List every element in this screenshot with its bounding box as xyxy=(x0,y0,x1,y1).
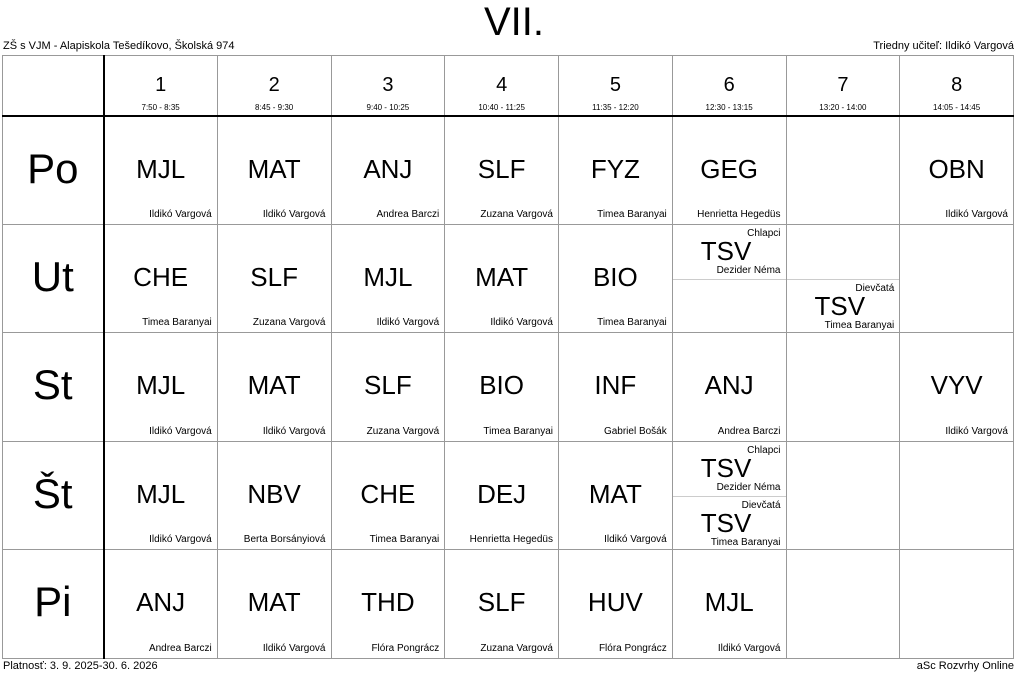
period-time: 11:35 - 12:20 xyxy=(592,103,639,112)
lesson-cell[interactable] xyxy=(104,333,218,442)
group-lesson-girls[interactable] xyxy=(787,279,900,334)
lesson-cell[interactable] xyxy=(331,441,445,550)
lesson-teacher: Gabriel Bošák xyxy=(603,425,667,437)
split-lesson-cell[interactable] xyxy=(786,224,900,333)
lesson-cell[interactable] xyxy=(672,333,786,442)
group-lesson-boys[interactable] xyxy=(673,225,786,279)
lesson-subject: DEJ xyxy=(477,478,527,509)
lesson-subject: MJL xyxy=(136,478,186,509)
lesson-teacher: Zuzana Vargová xyxy=(480,643,553,654)
lesson-subject: BIO xyxy=(479,370,525,401)
period-header xyxy=(445,56,559,116)
lesson-subject: MJL xyxy=(136,370,186,401)
group-label: Dievčatá xyxy=(855,282,895,294)
lesson-cell[interactable] xyxy=(445,333,559,442)
lesson-teacher: Ildikó Vargová xyxy=(717,643,781,654)
day-row-ut xyxy=(3,224,1014,333)
lesson-subject: TSV xyxy=(700,452,752,483)
lesson-teacher: Ildikó Vargová xyxy=(149,534,212,546)
lesson-subject: NBV xyxy=(247,478,301,509)
lesson-subject: TSV xyxy=(700,507,752,538)
day-label xyxy=(3,333,104,442)
corner-cell xyxy=(3,56,104,116)
empty-cell xyxy=(900,550,1014,659)
split-lesson-cell[interactable] xyxy=(672,224,786,333)
period-header-row xyxy=(3,56,1014,116)
group-label: Chlapci xyxy=(747,227,781,239)
lesson-cell[interactable] xyxy=(672,550,786,659)
lesson-subject: MJL xyxy=(704,587,754,618)
empty-cell xyxy=(900,441,1014,550)
group-lesson-girls[interactable] xyxy=(673,496,786,551)
period-header xyxy=(104,56,218,116)
lesson-subject: BIO xyxy=(592,261,638,292)
lesson-teacher: Ildikó Vargová xyxy=(149,208,212,220)
group-lesson-boys[interactable] xyxy=(673,442,786,496)
lesson-subject: MJL xyxy=(136,153,186,184)
lesson-cell[interactable] xyxy=(559,224,673,333)
lesson-cell[interactable] xyxy=(217,333,331,442)
lesson-cell[interactable] xyxy=(445,224,559,333)
lesson-subject: ANJ xyxy=(363,153,413,184)
class-title: VII. xyxy=(483,0,545,44)
lesson-subject: MJL xyxy=(363,261,413,292)
lesson-teacher: Andrea Barczi xyxy=(376,208,440,220)
lesson-teacher: Ildikó Vargová xyxy=(149,425,212,437)
period-number: 6 xyxy=(723,74,735,96)
period-number: 3 xyxy=(382,74,394,96)
lesson-cell[interactable] xyxy=(445,441,559,550)
period-number: 2 xyxy=(268,74,280,96)
lesson-subject: MAT xyxy=(475,261,529,292)
period-time: 8:45 - 9:30 xyxy=(255,103,294,112)
lesson-cell[interactable] xyxy=(559,333,673,442)
period-number: 5 xyxy=(609,74,621,96)
lesson-teacher: Ildikó Vargová xyxy=(262,425,326,437)
day-label xyxy=(3,550,104,659)
period-number: 8 xyxy=(951,74,963,96)
lesson-subject: SLF xyxy=(250,261,298,292)
lesson-cell[interactable] xyxy=(331,116,445,225)
period-time: 14:05 - 14:45 xyxy=(933,103,981,112)
lesson-teacher: Timea Baranyai xyxy=(597,317,667,329)
group-label: Dievčatá xyxy=(741,499,781,511)
day-name: Po xyxy=(27,144,79,192)
lesson-teacher: Zuzana Vargová xyxy=(252,317,326,329)
lesson-subject: INF xyxy=(594,370,637,401)
lesson-teacher: Ildikó Vargová xyxy=(262,643,326,654)
period-header xyxy=(559,56,673,116)
lesson-teacher: Timea Baranyai xyxy=(710,536,781,548)
lesson-cell[interactable] xyxy=(672,116,786,225)
lesson-teacher: Dezider Néma xyxy=(716,264,781,276)
lesson-teacher: Zuzana Vargová xyxy=(480,208,553,220)
lesson-cell[interactable] xyxy=(104,116,218,225)
lesson-subject: THD xyxy=(361,587,415,618)
lesson-teacher: Ildikó Vargová xyxy=(604,534,667,546)
period-header xyxy=(786,56,900,116)
lesson-subject: ANJ xyxy=(136,587,186,618)
period-time: 13:20 - 14:00 xyxy=(819,103,867,112)
day-name: St xyxy=(32,361,73,409)
empty-cell xyxy=(786,116,900,225)
period-time: 12:30 - 13:15 xyxy=(705,103,753,112)
day-label xyxy=(3,224,104,333)
empty-cell xyxy=(900,224,1014,333)
lesson-teacher: Ildikó Vargová xyxy=(262,208,326,220)
empty-cell xyxy=(786,441,900,550)
lesson-cell[interactable] xyxy=(217,224,331,333)
lesson-subject: SLF xyxy=(477,587,526,618)
lesson-teacher: Andrea Barczi xyxy=(148,643,212,654)
lesson-teacher: Ildikó Vargová xyxy=(376,317,440,329)
lesson-subject: TSV xyxy=(814,290,866,321)
empty-half xyxy=(673,279,786,334)
period-time: 9:40 - 10:25 xyxy=(366,103,410,112)
lesson-teacher: Henrietta Hegedüs xyxy=(469,534,553,546)
lesson-cell[interactable] xyxy=(559,550,673,659)
lesson-subject: VYV xyxy=(930,370,983,401)
lesson-cell[interactable] xyxy=(104,550,218,659)
period-header xyxy=(217,56,331,116)
period-header xyxy=(672,56,786,116)
lesson-teacher: Timea Baranyai xyxy=(142,317,212,329)
lesson-subject: OBN xyxy=(928,153,985,184)
lesson-teacher: Flóra Pongrácz xyxy=(598,643,667,654)
day-name: Št xyxy=(32,469,73,517)
day-label xyxy=(3,116,104,225)
empty-half xyxy=(787,225,900,279)
lesson-teacher: Andrea Barczi xyxy=(717,425,781,437)
day-name: Ut xyxy=(31,252,74,300)
validity-period: Platnosť: 3. 9. 2025-30. 6. 2026 xyxy=(3,660,158,672)
day-row-st xyxy=(3,333,1014,442)
lesson-teacher: Timea Baranyai xyxy=(369,534,440,546)
lesson-subject: MAT xyxy=(588,478,642,509)
lesson-cell[interactable] xyxy=(559,116,673,225)
day-label xyxy=(3,441,104,550)
empty-cell xyxy=(786,333,900,442)
lesson-teacher: Timea Baranyai xyxy=(824,319,895,331)
lesson-teacher: Henrietta Hegedüs xyxy=(697,208,781,220)
lesson-cell[interactable] xyxy=(900,333,1014,442)
split-lesson-cell[interactable] xyxy=(672,441,786,550)
lesson-cell[interactable] xyxy=(445,116,559,225)
day-name: Pi xyxy=(34,578,72,626)
lesson-subject: SLF xyxy=(364,370,412,401)
timetable-grid xyxy=(2,55,1014,659)
lesson-cell[interactable] xyxy=(104,441,218,550)
lesson-cell[interactable] xyxy=(217,550,331,659)
lesson-teacher: Ildikó Vargová xyxy=(945,425,1008,437)
lesson-cell[interactable] xyxy=(217,116,331,225)
day-row-po xyxy=(3,116,1014,225)
lesson-subject: HUV xyxy=(587,587,643,618)
lesson-teacher: Ildikó Vargová xyxy=(490,317,553,329)
lesson-cell[interactable] xyxy=(331,550,445,659)
lesson-cell[interactable] xyxy=(217,441,331,550)
period-time: 10:40 - 11:25 xyxy=(478,103,525,112)
day-row-st2 xyxy=(3,441,1014,550)
group-label: Chlapci xyxy=(747,444,781,456)
empty-cell xyxy=(786,550,900,659)
lesson-subject: GEG xyxy=(700,153,759,184)
lesson-teacher: Ildikó Vargová xyxy=(945,208,1008,220)
class-teacher: Triedny učiteľ: Ildikó Vargová xyxy=(873,40,1014,52)
period-header xyxy=(900,56,1014,116)
lesson-subject: MAT xyxy=(247,587,301,618)
brand-footer: aSc Rozvrhy Online xyxy=(916,660,1014,672)
period-header xyxy=(331,56,445,116)
period-number: 7 xyxy=(837,74,849,96)
lesson-teacher: Timea Baranyai xyxy=(483,425,553,437)
lesson-teacher: Zuzana Vargová xyxy=(366,425,440,437)
lesson-cell[interactable] xyxy=(445,550,559,659)
lesson-subject: FYZ xyxy=(590,153,640,184)
lesson-subject: CHE xyxy=(360,478,416,509)
lesson-subject: MAT xyxy=(247,370,301,401)
school-name: ZŠ s VJM - Alapiskola Tešedíkovo, Školská 974 xyxy=(3,40,235,52)
day-row-pi xyxy=(3,550,1014,659)
lesson-cell[interactable] xyxy=(331,333,445,442)
lesson-cell[interactable] xyxy=(559,441,673,550)
lesson-teacher: Berta Borsányiová xyxy=(243,534,326,546)
period-number: 1 xyxy=(155,74,167,96)
period-time: 7:50 - 8:35 xyxy=(141,103,180,112)
lesson-subject: MAT xyxy=(247,153,301,184)
lesson-subject: SLF xyxy=(477,153,526,184)
period-number: 4 xyxy=(496,74,508,96)
lesson-cell[interactable] xyxy=(331,224,445,333)
lesson-cell[interactable] xyxy=(900,116,1014,225)
lesson-cell[interactable] xyxy=(104,224,218,333)
lesson-subject: CHE xyxy=(133,261,189,292)
lesson-teacher: Dezider Néma xyxy=(716,481,781,493)
lesson-teacher: Flóra Pongrácz xyxy=(371,643,440,654)
lesson-subject: ANJ xyxy=(704,370,754,401)
lesson-teacher: Timea Baranyai xyxy=(597,208,667,220)
lesson-subject: TSV xyxy=(700,235,752,266)
